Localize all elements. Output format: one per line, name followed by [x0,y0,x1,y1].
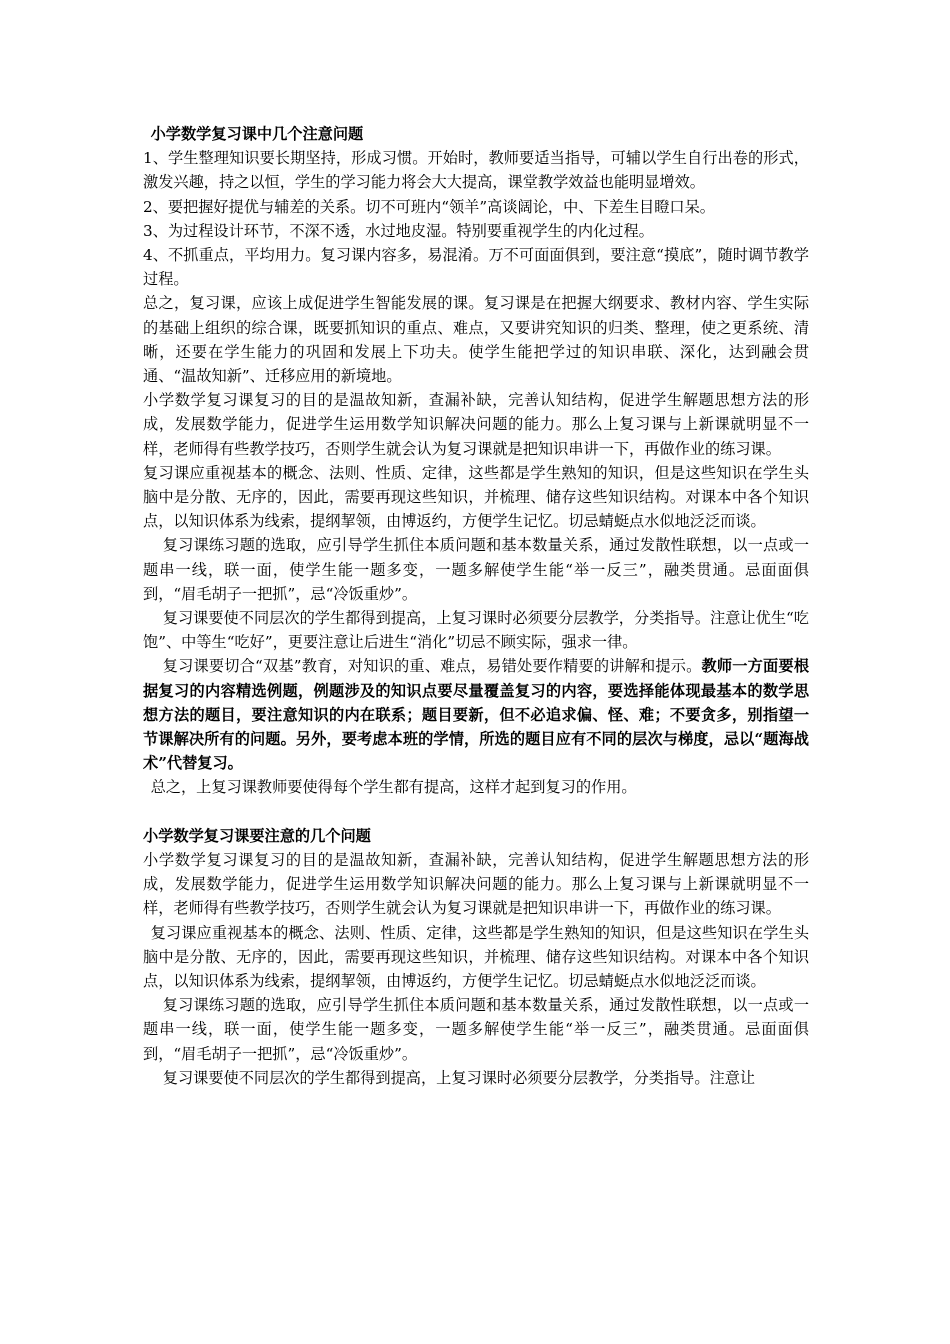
section1-summary: 总之，复习课，应该上成促进学生智能发展的课。复习课是在把握大纲要求、教材内容、学生实际的基础上组织的综合课，既要抓知识的重点、难点，又要讲究知识的归类、整理，使之更系统、清晰，还要在学生能力的巩固和发展上下功夫。使学生能把学过的知识串联、深化，达到融会贯通、“温故知新”、迁移应用的新境地。 [143,294,809,386]
section1-title: 小学数学复习课中几个注意问题 [150,125,364,143]
section2-concepts: 复习课应重视基本的概念、法则、性质、定律，这些都是学生熟知的知识，但是这些知识在学生头脑中是分散、无序的，因此，需要再现这些知识，并梳理、储存这些知识结构。对课本中各个知识点，以知识体系为线索，提纲挈领，由博返约，方便学生记忆。切忌蜻蜓点水似地泛泛而谈。 [143,923,809,990]
section1-double-basis [143,654,809,775]
section1-closing: 总之，上复习课教师要使得每个学生都有提高，这样才起到复习的作用。 [150,778,637,797]
section2-title: 小学数学复习课要注意的几个问题 [143,826,371,845]
section1-item-2: 2、要把握好提优与辅差的关系。切不可班内“领羊”高谈阔论，中、下差生目瞪口呆。 [143,197,715,216]
section1-item-1: 1、学生整理知识要长期坚持，形成习惯。开始时，教师要适当指导，可辅以学生自行出卷的形式，激发兴趣，持之以恒，学生的学习能力将会大大提高，课堂教学效益也能明显增效。 [143,149,809,192]
section1-levels: 复习课要使不同层次的学生都得到提高，上复习课时必须要分层教学，分类指导。注意让优生“吃饱”、中等生“吃好”，更要注意让后进生“消化”切忌不顾实际，强求一律。 [143,609,809,652]
document-page [143,122,809,1090]
section2-purpose: 小学数学复习课复习的目的是温故知新，查漏补缺，完善认知结构，促进学生解题思想方法的形成，发展数学能力，促进学生运用数学知识解决问题的能力。那么上复习课与上新课就明显不一样，老师得有些教学技巧，否则学生就会认为复习课就是把知识串讲一下，再做作业的练习课。 [143,850,809,918]
section1-exercises: 复习课练习题的选取，应引导学生抓住本质问题和基本数量关系，通过发散性联想，以一点或一题串一线，联一面，使学生能一题多变，一题多解使学生能“举一反三”，融类贯通。忌面面俱到，“眉毛胡子一把抓”，忌“冷饭重炒”。 [143,536,809,603]
section2-exercises: 复习课练习题的选取，应引导学生抓住本质问题和基本数量关系，通过发散性联想，以一点或一题串一线，联一面，使学生能一题多变，一题多解使学生能“举一反三”，融类贯通。忌面面俱到，“眉毛胡子一把抓”，忌“冷饭重炒”。 [143,996,809,1063]
section-spacer [143,800,809,824]
double-basis-plain-text: 复习课要切合“双基”教育，对知识的重、难点，易错处要作精要的讲解和提示。 [162,657,702,676]
double-basis-bold-text: 教师一方面要根据复习的内容精选例题，例题涉及的知识点要尽量覆盖复习的内容，要选择能体现最基本的数学思想方法的题目，要注意知识的内在联系；题目要新，但不必追求偏、怪、难；不要贪多，别指望一节课解决所有的问题。另外，要考虑本班的学情，所选的题目应有不同的层次与梯度，忌以“题海战术”代替复习。 [143,657,810,773]
section2-levels: 复习课要使不同层次的学生都得到提高，上复习课时必须要分层教学，分类指导。注意让 [162,1068,756,1087]
section1-concepts: 复习课应重视基本的概念、法则、性质、定律，这些都是学生熟知的知识，但是这些知识在学生头脑中是分散、无序的，因此，需要再现这些知识，并梳理、储存这些知识结构。对课本中各个知识点，以知识体系为线索，提纲挈领，由博返约，方便学生记忆。切忌蜻蜓点水似地泛泛而谈。 [143,463,809,531]
section1-item-4: 4、不抓重点，平均用力。复习课内容多，易混淆。万不可面面俱到，要注意“摸底”，随时调节教学过程。 [143,246,809,289]
section1-item-3: 3、为过程设计环节，不深不透，水过地皮湿。特别要重视学生的内化过程。 [143,221,654,240]
section1-purpose: 小学数学复习课复习的目的是温故知新，查漏补缺，完善认知结构，促进学生解题思想方法的形成，发展数学能力，促进学生运用数学知识解决问题的能力。那么上复习课与上新课就明显不一样，老师得有些教学技巧，否则学生就会认为复习课就是把知识串讲一下，再做作业的练习课。 [143,391,809,458]
